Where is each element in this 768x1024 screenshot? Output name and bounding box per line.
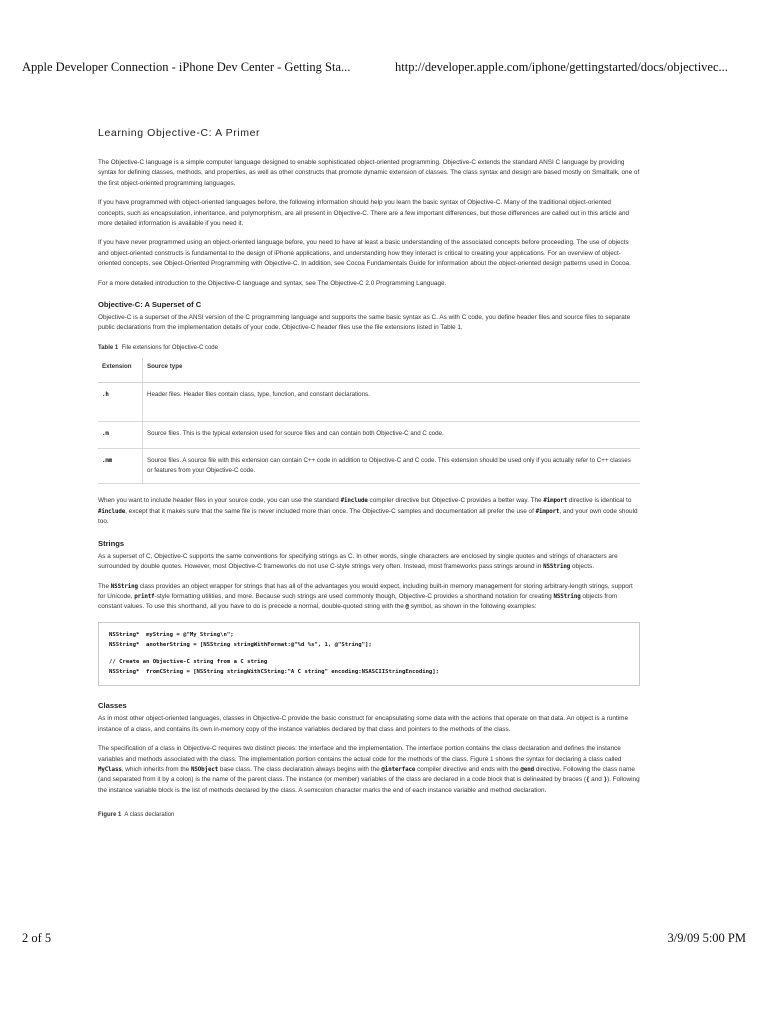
- column-header-source-type: Source type: [143, 358, 641, 382]
- intro-paragraph-1: The Objective-C language is a simple computer language designed to enable sophisticated object-oriented programming. Objective-C extends the standard ANSI C language by providing syntax for defining classes, methods, and properties, as well as other constructs that promote dynamic extension of classes. The class syntax and design are based mostly on Smalltalk, one of the first object-oriented programming languages.: [98, 159, 640, 187]
- code-line: NSString* fromCString = [NSString stringWithCString:"A C string" encoding:NSASCIIStringEncoding];: [109, 668, 440, 675]
- text-run: symbol, as shown in the following examples:: [408, 603, 537, 611]
- table-row: [98, 383, 640, 422]
- figure-caption-text: A class declaration: [124, 812, 175, 819]
- table-row: [98, 448, 640, 484]
- table-cell-extension: [98, 422, 143, 449]
- table-header-row: [98, 358, 640, 382]
- text-run: directive. Following the class name (and separated from it by a colon) is the name of the parent class. The instance (or member) variables of the class are declared in a code block that is delineated by braces (: [98, 765, 635, 784]
- figure-caption: [98, 810, 640, 820]
- inline-code: NSString: [543, 564, 571, 571]
- table-caption: [98, 343, 640, 353]
- text-run: , and your own code should too.: [98, 507, 638, 526]
- text-run: As a superset of C, Objective-C supports the same conventions for specifying strings as C. In other words, single characters are enclosed by single quotes and strings of characters are surrounded by double quotes. However, most Objective-C frameworks do not use C-style strings very often. Instead, most frameworks pass strings around in: [98, 552, 618, 571]
- table-row: [98, 422, 640, 449]
- code-line: NSString* anotherString = [NSString stringWithFormat:@"%d %s", 1, @"String"];: [109, 642, 372, 649]
- inline-code: @: [405, 604, 409, 611]
- text-run: compiler directive and ends with the: [415, 765, 521, 773]
- section-heading-superset: Objective-C: A Superset of C: [98, 300, 202, 310]
- column-header-extension: Extension: [98, 358, 143, 382]
- text-run: , which inherits from the: [121, 765, 191, 773]
- table-cell-description: Header files. Header files contain class, type, function, and constant declarations.: [143, 383, 641, 422]
- extension-code: .h: [102, 392, 109, 399]
- strings-paragraph-1: [98, 552, 640, 573]
- table-cell-extension: [98, 383, 143, 422]
- code-line: NSString* myString = @"My String\n";: [109, 631, 234, 638]
- inline-code: NSObject: [191, 766, 219, 773]
- inline-code: NSString: [110, 583, 138, 590]
- file-extensions-table: [98, 358, 640, 484]
- import-paragraph: [98, 496, 640, 527]
- article-title: Learning Objective-C: A Primer: [98, 127, 261, 139]
- section-heading-strings: Strings: [98, 538, 125, 548]
- text-run: compiler directive but Objective-C provides a better way. The: [367, 497, 544, 505]
- classes-paragraph-1: As in most other object-oriented languages, classes in Objective-C provide the basic construct for encapsulating some data with the actions that operate on that data. An object is a runtime instance of a class, and contains its own in-memory copy of the instance variables declared by that class and pointers to the methods of the class.: [98, 715, 629, 733]
- table-cell-extension: [98, 448, 143, 484]
- table-cell-description: Source files. This is the typical extension used for source files and can contain both Objective-C and C code.: [143, 422, 641, 449]
- text-run: -style formatting utilities, and more. Because such strings are used commonly though, Objective-C provides a shorthand notation for creating: [154, 592, 554, 600]
- superset-paragraph: Objective-C is a superset of the ANSI version of the C programming language and supports the same basic syntax as C. As with C code, you define header files and source files to separate public declarations from the implementation details of your code. Objective-C header files use the file extensions listed in Table 1.: [98, 314, 631, 332]
- print-footer: [22, 931, 746, 949]
- classes-paragraph-2: [98, 744, 640, 796]
- figure-caption-label: Figure 1: [98, 812, 122, 819]
- inline-code: NSString: [553, 593, 581, 600]
- extension-code: .mm: [102, 457, 113, 464]
- intro-paragraph-2: If you have programmed with object-oriented languages before, the following information should help you learn the basic syntax of Objective-C. Many of the traditional object-oriented concepts, such as encapsulation, inheritance, and polymorphism, are all present in Objective-C. There are a few important differences, but those differences are called out in this article and more detailed information is available if you need it.: [98, 199, 630, 228]
- text-run: , except that it makes sure that the same file is never included more than once. The Objective-C samples and documentation all prefer the use of: [125, 507, 536, 515]
- text-run: class provides an object wrapper for strings that has all of the advantages you would expect, including built-in memory management for storing arbitrary-length strings, support for Unicode,: [98, 582, 633, 600]
- text-run: directive is identical to: [567, 497, 632, 505]
- print-header-title: Apple Developer Connection - iPhone Dev Center - Getting Sta...: [22, 60, 351, 74]
- print-header-url[interactable]: http://developer.apple.com/iphone/gettingstarted/docs/objectivec...: [395, 60, 728, 74]
- text-run: objects from constant values. To use this shorthand, all you have to do is precede a normal, double-quoted string with the: [98, 592, 618, 611]
- intro-paragraph-3: If you have never programmed using an object-oriented language before, you need to have at least a basic understanding of the associated concepts before proceeding. The use of objects and object-oriented constructs is fundamental to the design of iPhone applications, and understanding how they interact is critical to creating your applications. For an overview of object-oriented concepts, see Object-Oriented Programming with Objective-C. In addition, see Cocoa Fundamentals Guide for information about the object-oriented design patterns used in Cocoa.: [98, 239, 631, 268]
- inline-code: #include: [340, 498, 368, 505]
- inline-code: printf: [134, 593, 155, 600]
- inline-code: {: [585, 777, 590, 784]
- table-caption-label: Table 1: [98, 344, 119, 351]
- inline-code: #import: [535, 508, 560, 515]
- inline-code: @end: [520, 766, 535, 773]
- page-number: 2 of 5: [22, 931, 52, 945]
- inline-code: MyClass: [98, 766, 122, 773]
- text-run: When you want to include header files in your source code, you can use the standard: [98, 497, 341, 505]
- text-run: base class. The class declaration always begins with the: [218, 765, 382, 773]
- print-date: 3/9/09 5:00 PM: [667, 931, 746, 945]
- table-cell-description: Source files. A source file with this extension can contain C++ code in addition to Objective-C and C code. This extension should be used only if you actually refer to C++ classes or features from your Objective-C code.: [143, 448, 641, 484]
- text-run: The: [98, 582, 111, 590]
- inline-code: @interface: [381, 766, 416, 773]
- article-content: [98, 126, 640, 821]
- inline-code: #include: [98, 508, 126, 515]
- text-run: and: [589, 776, 604, 784]
- table-caption-text: File extensions for Objective-C code: [121, 344, 218, 351]
- inline-code: #import: [543, 498, 568, 505]
- text-run: ). Following the instance variable block is the list of methods declared by the class. A semicolon character marks the end of each instance variable and method declaration.: [98, 776, 640, 794]
- text-run: objects.: [570, 563, 594, 571]
- extension-code: .m: [102, 431, 109, 438]
- code-line: // Create an Objective-C string from a C string: [109, 658, 268, 665]
- section-heading-classes: Classes: [98, 701, 127, 711]
- print-header: [22, 60, 746, 78]
- intro-paragraph-4: For a more detailed introduction to the Objective-C language and syntax, see The Objective-C 2.0 Programming Language.: [98, 279, 447, 287]
- code-example-block: [98, 622, 640, 687]
- strings-paragraph-2: [98, 582, 640, 613]
- text-run: The specification of a class in Objective-C requires two distinct pieces: the interface and the implementation. The interface portion contains the class declaration and defines the instance variables and methods associated with the class. The implementation portion contains the actual code for the methods of the class. Figure 1 shows the syntax for declaring a class called: [98, 745, 622, 763]
- inline-code: }: [603, 777, 607, 784]
